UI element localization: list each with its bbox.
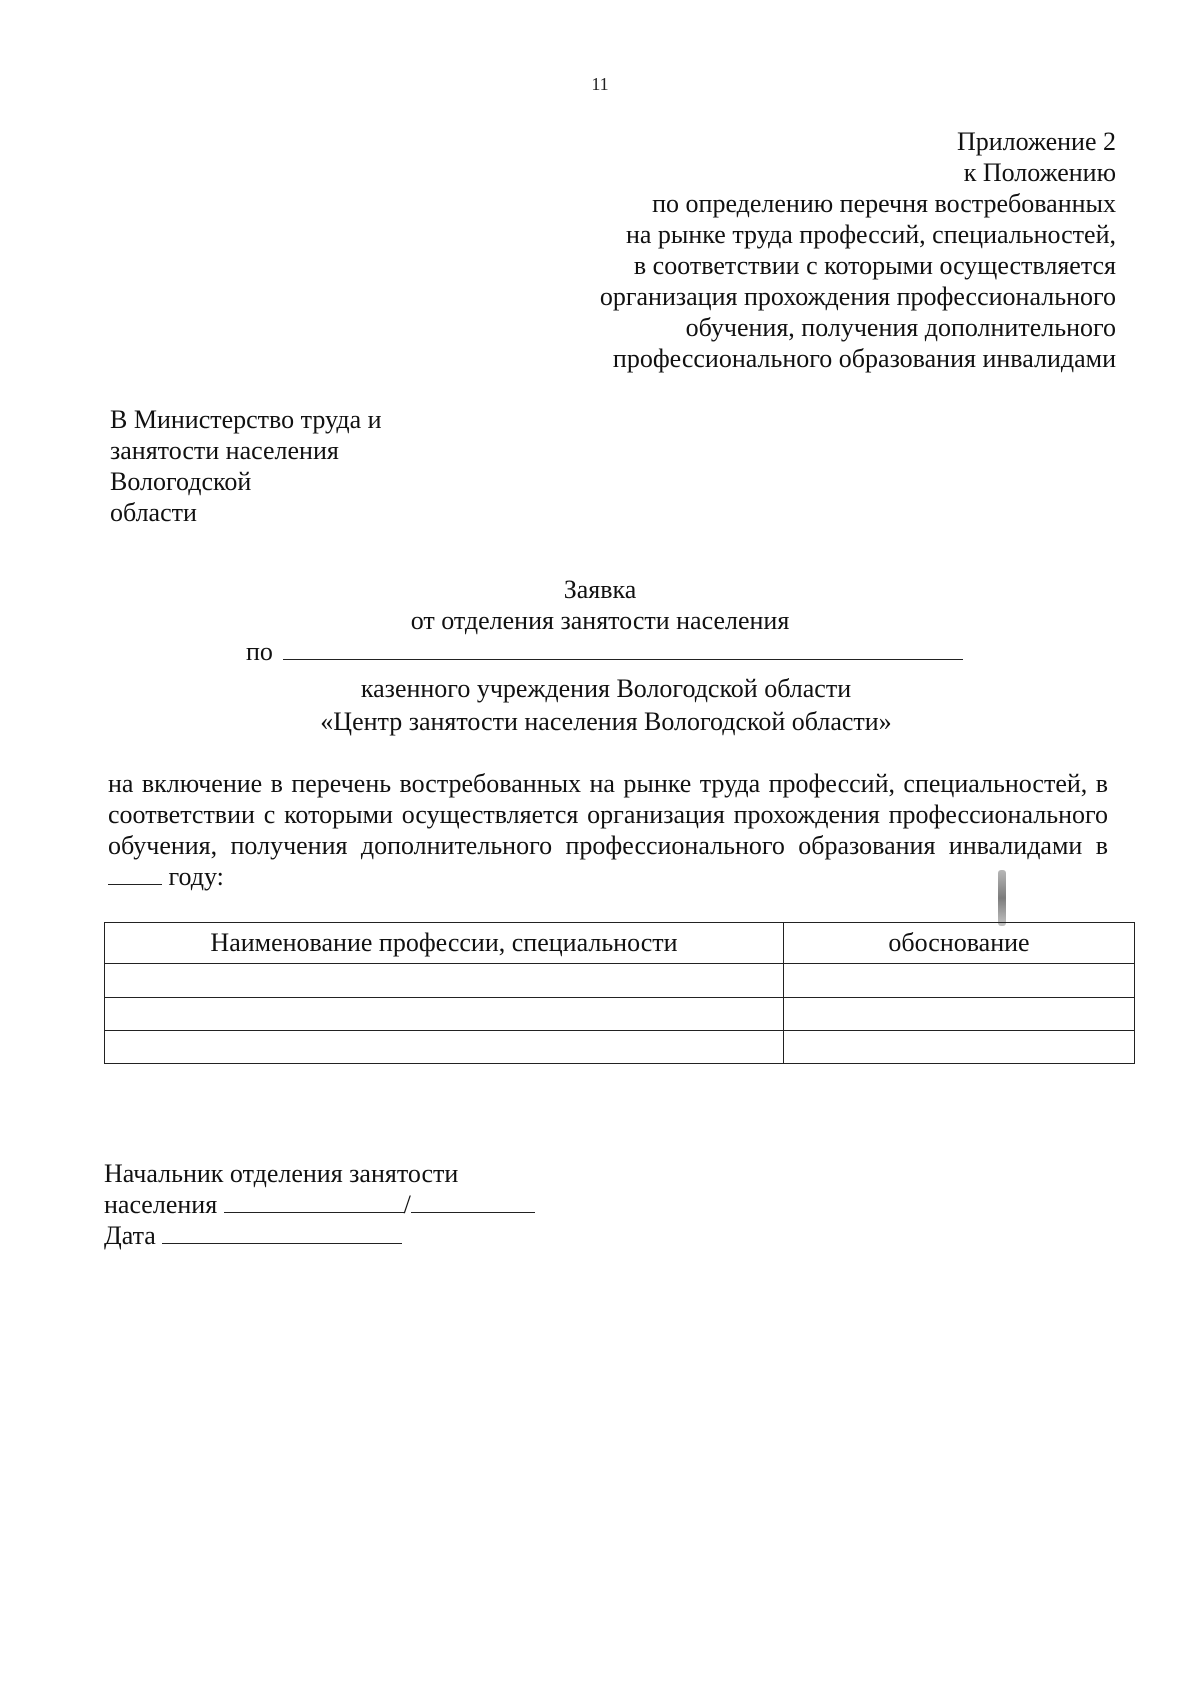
title-subheading: от отделения занятости населения: [410, 606, 790, 635]
page-number: 11: [591, 74, 609, 94]
by-label: по: [246, 637, 273, 666]
department-line: [246, 636, 963, 667]
table-cell[interactable]: [105, 964, 784, 997]
organization-block: [0, 672, 1200, 738]
addressee-line: Вологодской: [110, 467, 252, 496]
year-suffix: году:: [168, 862, 224, 891]
addressee-line: области: [110, 498, 197, 527]
table-header-row: [105, 923, 1135, 964]
table-row: [105, 964, 1135, 997]
table-cell[interactable]: [784, 997, 1135, 1030]
request-title: [0, 574, 1200, 636]
signature-blank-field[interactable]: [224, 1192, 404, 1213]
appendix-line: на рынке труда профессий, специальностей,: [625, 220, 1116, 249]
column-header-justification: обоснование: [784, 923, 1135, 964]
department-blank-field[interactable]: [283, 637, 963, 660]
appendix-line: Приложение 2: [956, 127, 1116, 156]
date-label: Дата: [104, 1221, 156, 1250]
addressee-line: занятости населения: [110, 436, 339, 465]
signature-label: населения: [104, 1190, 218, 1219]
signature-title: Начальник отделения занятости: [104, 1159, 459, 1188]
appendix-line: организация прохождения профессионального: [599, 282, 1116, 311]
request-paragraph: [108, 768, 1108, 892]
professions-table: [104, 922, 1135, 1064]
title-heading: Заявка: [563, 575, 637, 604]
signature-line: [104, 1189, 535, 1220]
signature-block: [104, 1158, 535, 1251]
table-cell[interactable]: [784, 1030, 1135, 1063]
table-cell[interactable]: [105, 1030, 784, 1063]
appendix-line: профессионального образования инвалидами: [612, 344, 1116, 373]
scan-artifact: [998, 870, 1006, 926]
organization-line: казенного учреждения Вологодской области: [360, 674, 852, 703]
table-row: [105, 1030, 1135, 1063]
table-row: [105, 997, 1135, 1030]
appendix-line: обучения, получения дополнительного: [685, 313, 1116, 342]
organization-line: «Центр занятости населения Вологодской области»: [320, 707, 892, 736]
appendix-header: [600, 126, 1116, 374]
year-blank-field[interactable]: [108, 864, 162, 885]
signature-separator: /: [403, 1190, 411, 1219]
table-cell[interactable]: [105, 997, 784, 1030]
column-header-profession: Наименование профессии, специальности: [105, 923, 784, 964]
addressee-block: [110, 404, 382, 528]
date-blank-field[interactable]: [162, 1223, 402, 1244]
name-blank-field[interactable]: [411, 1192, 535, 1213]
appendix-line: к Положению: [963, 158, 1116, 187]
addressee-line: В Министерство труда и: [110, 405, 382, 434]
request-text: на включение в перечень востребованных на рынке труда профессий, специальностей, в соответствии с которыми осуществляется организация прохождения профессионального обучения, получения дополнительного профессионального образования инвалидами в: [108, 769, 1108, 860]
date-line: [104, 1220, 535, 1251]
appendix-line: по определению перечня востребованных: [652, 189, 1116, 218]
appendix-line: в соответствии с которыми осуществляется: [633, 251, 1116, 280]
table-cell[interactable]: [784, 964, 1135, 997]
